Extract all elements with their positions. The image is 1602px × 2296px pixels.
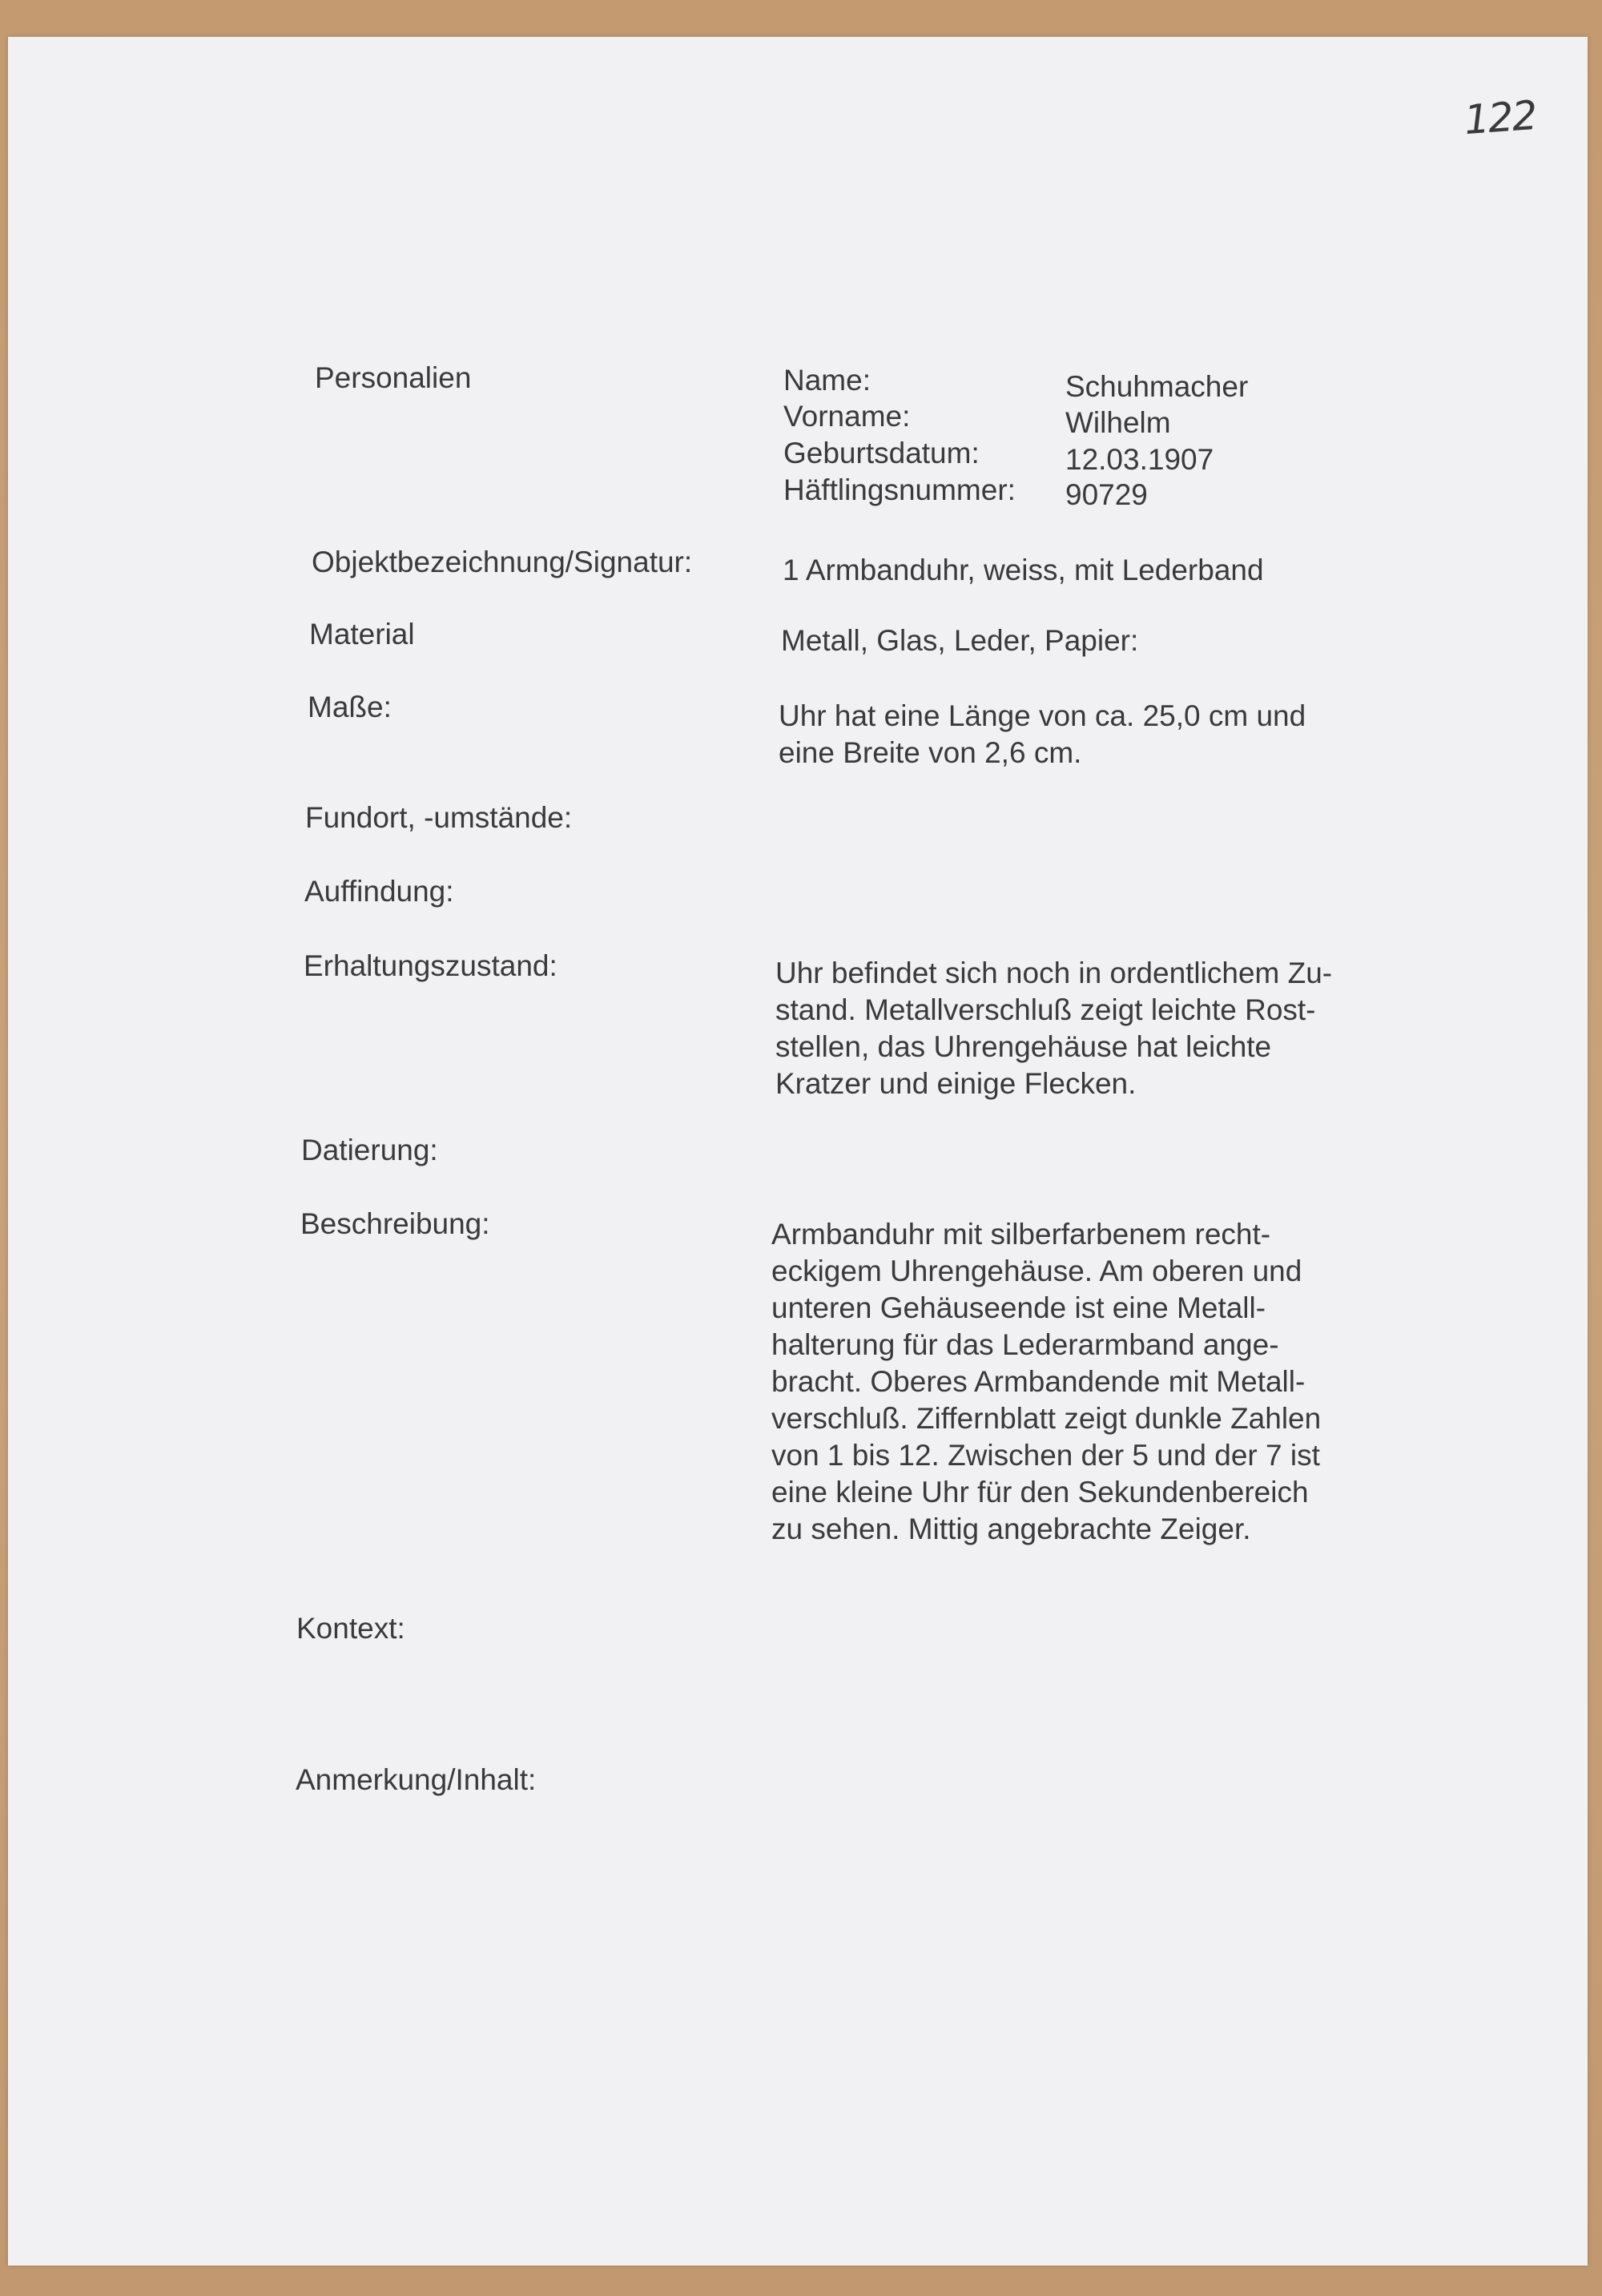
auffindung-label: Auffindung: (304, 875, 454, 908)
material-label: Material (309, 618, 415, 651)
masse-line: eine Breite von 2,6 cm. (779, 736, 1082, 769)
material-value: Metall, Glas, Leder, Papier: (781, 624, 1139, 657)
beschreibung-line: Armbanduhr mit silberfarbenem recht- (771, 1218, 1271, 1251)
beschreibung-value (771, 1216, 1321, 1548)
erhaltungszustand-value (775, 955, 1332, 1102)
beschreibung-line: unteren Gehäuseende ist eine Metall- (771, 1291, 1266, 1324)
erhaltungszustand-label: Erhaltungszustand: (304, 949, 557, 982)
handwritten-page-number: 122 (1463, 91, 1538, 144)
haeftlingsnummer-value: 90729 (1065, 478, 1148, 511)
erhaltung-line: stellen, das Uhrengehäuse hat leichte (775, 1030, 1272, 1063)
geburtsdatum-label: Geburtsdatum: (783, 437, 980, 469)
masse-label: Maße: (308, 691, 392, 723)
beschreibung-line: zu sehen. Mittig angebrachte Zeiger. (771, 1513, 1251, 1545)
beschreibung-line: verschluß. Ziffernblatt zeigt dunkle Zahlen (771, 1402, 1322, 1435)
name-label: Name: (783, 364, 871, 397)
erhaltung-line: Kratzer und einige Flecken. (775, 1067, 1137, 1100)
beschreibung-line: halterung für das Lederarmband ange- (771, 1328, 1279, 1361)
erhaltung-line: Uhr befindet sich noch in ordentlichem Zu- (775, 957, 1333, 989)
beschreibung-line: eckigem Uhrengehäuse. Am oberen und (771, 1255, 1302, 1287)
beschreibung-line: eine kleine Uhr für den Sekundenbereich (771, 1476, 1309, 1509)
haeftlingsnummer-label: Häftlingsnummer: (783, 473, 1016, 506)
beschreibung-label: Beschreibung: (300, 1207, 490, 1240)
vorname-label: Vorname: (783, 400, 911, 433)
fundort-label: Fundort, -umstände: (305, 801, 573, 834)
name-value: Schuhmacher (1065, 370, 1249, 403)
beschreibung-line: von 1 bis 12. Zwischen der 5 und der 7 ist (771, 1439, 1320, 1472)
erhaltung-line: stand. Metallverschluß zeigt leichte Rost- (775, 993, 1316, 1026)
personalien-label: Personalien (315, 361, 472, 394)
vorname-value: Wilhelm (1065, 406, 1171, 439)
objekt-label: Objektbezeichnung/Signatur: (312, 546, 693, 578)
objekt-value: 1 Armbanduhr, weiss, mit Lederband (783, 554, 1264, 586)
geburtsdatum-value: 12.03.1907 (1065, 443, 1214, 476)
beschreibung-line: bracht. Oberes Armbandende mit Metall- (771, 1365, 1306, 1398)
kontext-label: Kontext: (296, 1612, 405, 1645)
masse-value (779, 698, 1306, 771)
masse-line: Uhr hat eine Länge von ca. 25,0 cm und (779, 699, 1306, 732)
anmerkung-label: Anmerkung/Inhalt: (296, 1763, 537, 1796)
datierung-label: Datierung: (301, 1134, 438, 1166)
